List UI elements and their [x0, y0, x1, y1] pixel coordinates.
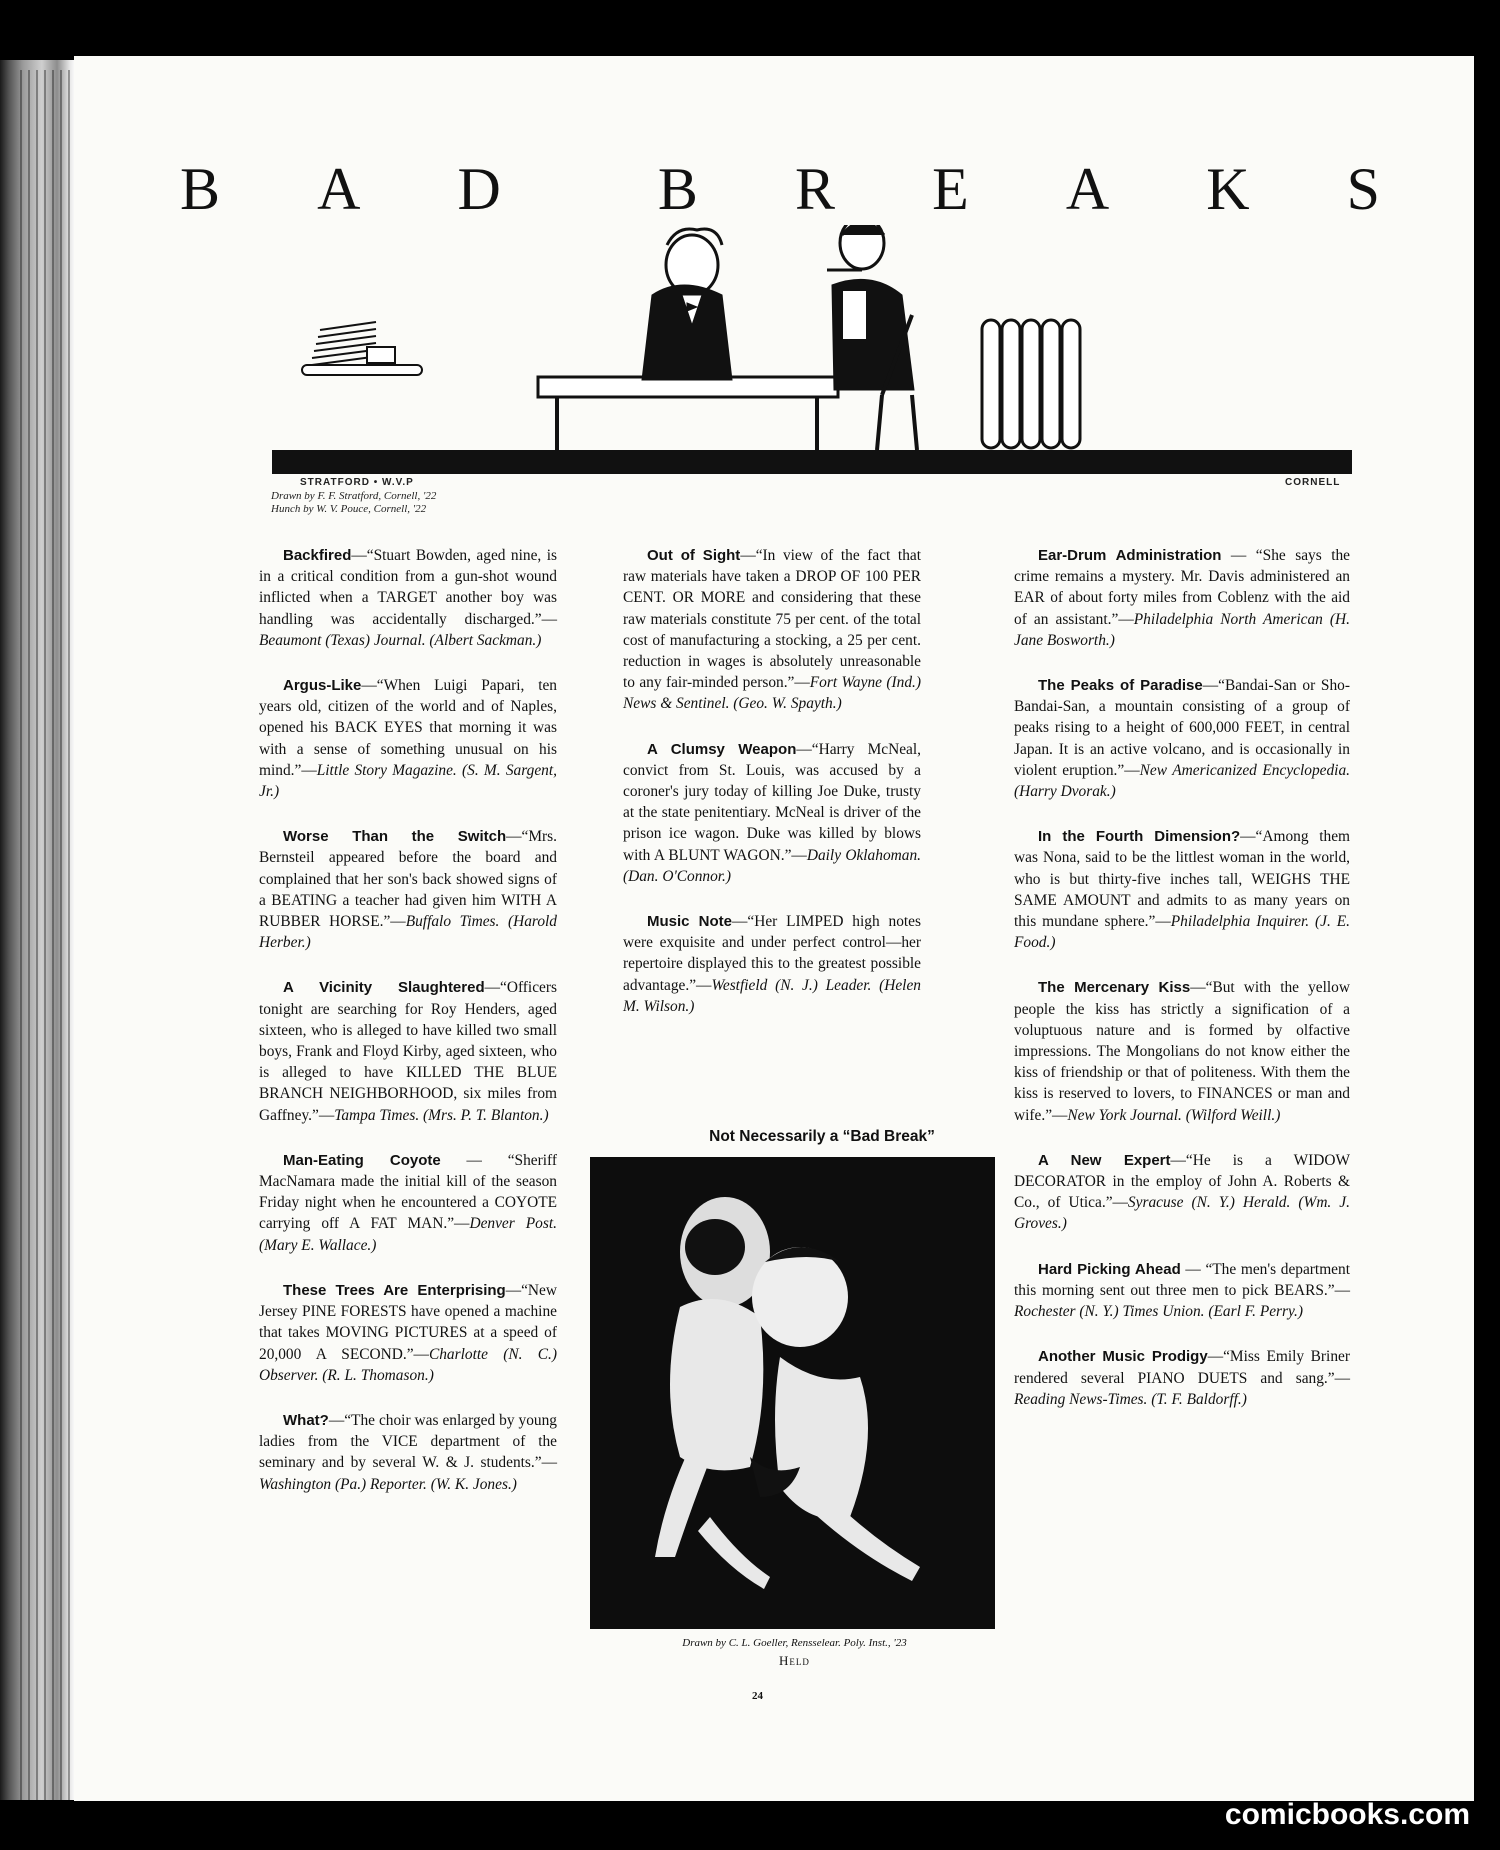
joke-text: —“Miss Emily Briner rendered several PIANO DUETS and sang.”— [1014, 1348, 1350, 1387]
joke-source: New York Journal. (Wilford Weill.) [1067, 1106, 1281, 1124]
joke-text: —“Her LIMPED high notes were exquisite and under perfect control—her repertoire displayed this to the greatest possible advantage.”— [623, 913, 921, 994]
page-number: 24 [752, 1690, 763, 1702]
joke-item [259, 1410, 557, 1495]
joke-heading: The Peaks of Paradise [1038, 677, 1203, 695]
inset-illustration [590, 1157, 995, 1629]
joke-item [259, 545, 557, 651]
joke-source: Syracuse (N. Y.) Herald. (Wm. J. Groves.) [1014, 1194, 1350, 1233]
cartoon-credit [271, 490, 436, 516]
joke-text: —“When Luigi Papari, ten years old, citizen of the world and of Naples, opened his BACK EYES that morning it was with a sense of something unusual on his mind.”— [259, 677, 557, 779]
joke-item [259, 1150, 557, 1256]
joke-source: Denver Post. (Mary E. Wallace.) [259, 1215, 557, 1254]
credit-line: Drawn by F. F. Stratford, Cornell, '22 [271, 490, 437, 502]
joke-source: Reading News-Times. (T. F. Baldorff.) [1014, 1390, 1247, 1408]
joke-heading: Man-Eating Coyote [283, 1151, 441, 1169]
cartoon-diner [827, 225, 914, 390]
joke-item [1014, 1346, 1350, 1410]
joke-source: Washington (Pa.) Reporter. (W. K. Jones.) [259, 1475, 517, 1493]
page-edges [20, 70, 70, 1800]
joke-heading: Another Music Prodigy [1038, 1348, 1208, 1366]
joke-heading: Out of Sight [647, 547, 741, 564]
inset-signature: Held [779, 1653, 810, 1668]
credit-line: Hunch by W. V. Pouce, Cornell, '22 [271, 503, 427, 515]
joke-text: — “She says the crime remains a mystery. Mr. Davis administered an EAR of about forty miles from Coblenz with the aid of an assistant.”— [1014, 547, 1350, 628]
joke-item [1014, 1259, 1350, 1323]
joke-text: —“Officers tonight are searching for Roy Henders, aged sixteen, who is alleged to have killed two small boys, Frank and Floyd Kirby, aged sixteen, who is alleged to have KILLED THE BLUE BRANCH NEIGHBORHOOD, six miles from Gaffney.”— [259, 979, 557, 1124]
page-title [180, 155, 1380, 224]
title-letter: R [795, 156, 836, 222]
joke-source: Fort Wayne (Ind.) News & Sentinel. (Geo. W. Spayth.) [623, 674, 921, 713]
joke-source: Philadelphia Inquirer. (J. E. Food.) [1014, 913, 1350, 952]
joke-heading: What? [283, 1411, 329, 1429]
joke-heading: Argus-Like [283, 677, 362, 695]
joke-heading: Ear-Drum Administration [1038, 547, 1222, 564]
joke-item [259, 1280, 557, 1386]
joke-text: —“Stuart Bowden, aged nine, is in a critical condition from a gun-shot wound inflicted when a TARGET another boy was handling was accidentally discharged.”— [259, 547, 557, 628]
joke-item [1014, 675, 1350, 802]
title-letter: A [317, 156, 361, 222]
joke-item [1014, 826, 1350, 953]
joke-source: Charlotte (N. C.) Observer. (R. L. Thomason.) [259, 1345, 557, 1384]
joke-heading: Backfired [283, 547, 352, 564]
joke-source: Philadelphia North American (H. Jane Bosworth.) [1014, 610, 1351, 649]
joke-text: — “The men's department this morning sent out three men to pick BEARS.”— [1014, 1260, 1350, 1299]
joke-heading: A Clumsy Weapon [647, 740, 797, 758]
joke-source: Tampa Times. (Mrs. P. T. Blanton.) [334, 1106, 549, 1124]
column-3 [1014, 545, 1350, 1434]
joke-text: —“He is a WIDOW DECORATOR in the employ of John A. Roberts & Co., of Utica.”— [1014, 1151, 1351, 1212]
joke-item [623, 545, 921, 715]
inset-title: Not Necessarily a “Bad Break” [709, 1128, 935, 1145]
column-1 [259, 545, 557, 1519]
cartoon-waiter [642, 229, 732, 380]
title-letter: A [1065, 156, 1110, 222]
cartoon-radiator [982, 320, 1080, 448]
title-letter: B [180, 156, 221, 222]
joke-text: —“But with the yellow people the kiss has strictly a signification of a voluptuous nature and is formed by olfactive impressions. The Mongolians do not know either the kiss of friendship or that of politeness. With them the kiss is reserved to lovers, to FINANCES or man and wife.”— [1014, 979, 1350, 1124]
joke-item [259, 977, 557, 1125]
joke-item [623, 911, 921, 1017]
cartoon-signature-right: CORNELL [1285, 477, 1341, 488]
joke-item [259, 826, 557, 953]
joke-source: Rochester (N. Y.) Times Union. (Earl F. Perry.) [1014, 1303, 1303, 1321]
joke-heading: A Vicinity Slaughtered [283, 979, 485, 997]
joke-heading: Music Note [647, 913, 733, 931]
title-letter: B [657, 156, 698, 222]
joke-heading: Hard Picking Ahead [1038, 1260, 1181, 1278]
joke-text: —“Bandai-San or Sho-Bandai-San, a mountain consisting of a group of peaks rising to a height of 600,000 FEET, in central Japan. It is an active volcano, and is occasionally in violent eruption.”— [1014, 677, 1350, 779]
joke-source: Little Story Magazine. (S. M. Sargent, Jr.) [259, 761, 557, 801]
joke-source: Westfield (N. J.) Leader. (Helen M. Wilson.) [623, 976, 921, 1015]
joke-source: Buffalo Times. (Harold Herber.) [259, 913, 557, 952]
joke-text: —“Among them was Nona, said to be the littlest woman in the world, who is but thirty-five inches tall, WEIGHS THE SAME AMOUNT and admits to as many years on this mundane sphere.”— [1014, 828, 1351, 931]
joke-item [1014, 977, 1350, 1125]
joke-text: —“The choir was enlarged by young ladies from the VICE department of the seminary and by several W. & J. students.”— [259, 1411, 557, 1472]
joke-item [259, 675, 557, 802]
title-letter: K [1206, 156, 1250, 222]
joke-text: — “Sheriff MacNamara made the initial kill of the season Friday night when he encountered a COYOTE carrying off A FAT MAN.”— [259, 1151, 557, 1233]
title-letter: S [1346, 156, 1380, 222]
column-2 [623, 545, 921, 1041]
cartoon-illustration [272, 225, 1352, 485]
joke-heading: A New Expert [1038, 1151, 1171, 1169]
site-watermark: comicbooks.com [1224, 1798, 1470, 1831]
joke-text: —“In view of the fact that raw materials have taken a DROP OF 100 PER CENT. OR MORE and considering that these raw materials constitute 75 per cent. of the total cost of manufacturing a stocking, a 25 per cent. reduction in wages is absolutely unreasonable to any fair-minded person.”— [623, 547, 922, 692]
joke-source: Daily Oklahoman. (Dan. O'Connor.) [623, 846, 921, 885]
inset-credit: Drawn by C. L. Goeller, Rensselear. Poly. Inst., '23 [682, 1637, 907, 1649]
joke-item [1014, 545, 1350, 651]
joke-heading: These Trees Are Enterprising [283, 1281, 506, 1299]
joke-text: —“New Jersey PINE FORESTS have opened a machine that takes MOVING PICTURES at a speed of 20,000 A SECOND.”— [259, 1281, 557, 1363]
joke-text: —“Mrs. Bernsteil appeared before the board and complained that her son's back showed signs of a BEATING a teacher had given him WITH A RUBBER HORSE.”— [259, 828, 557, 931]
title-letter: D [457, 156, 501, 222]
cartoon-plates [302, 322, 422, 375]
cartoon-signature: STRATFORD • W.V.P [300, 477, 414, 488]
joke-source: Beaumont (Texas) Journal. (Albert Sackman.) [259, 631, 542, 649]
cartoon-floor [272, 450, 1352, 474]
joke-heading: The Mercenary Kiss [1038, 979, 1191, 997]
joke-item [1014, 1150, 1350, 1235]
joke-text: —“Harry McNeal, convict from St. Louis, was accused by a coroner's jury today of killing Joe Duke, trusty at the state penitentiary. McNeal is driver of the prison ice wagon. Duke was killed by blows with A BLUNT WAGON.”— [623, 740, 921, 864]
joke-heading: Worse Than the Switch [283, 828, 507, 846]
joke-source: New Americanized Encyclopedia. (Harry Dvorak.) [1014, 761, 1351, 801]
joke-heading: In the Fourth Dimension? [1038, 828, 1241, 846]
title-letter: E [932, 156, 969, 222]
joke-item [623, 739, 921, 887]
